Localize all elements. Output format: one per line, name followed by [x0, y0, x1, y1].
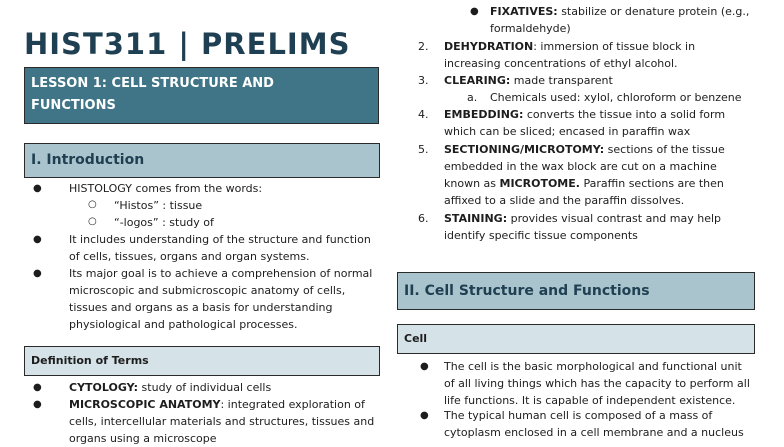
bullet-icon: ●: [33, 382, 42, 393]
bullet-icon: ●: [33, 399, 42, 410]
step-text: which can be sliced; encased in paraffin wax: [444, 125, 691, 138]
section-2-heading: II. Cell Structure and Functions: [397, 272, 755, 310]
intro-sub-2: “-logos” : study of: [114, 216, 214, 229]
cell-bullet-1-line-3: life functions. It is capable of independent existence.: [444, 394, 736, 407]
bullet-icon: ●: [420, 361, 429, 372]
step-number: 2.: [418, 40, 429, 53]
cytology-definition: study of individual cells: [138, 381, 272, 394]
step-embedding: [444, 106, 725, 123]
step-text-part: known as: [444, 177, 500, 190]
intro-bullet-3-line-3: tissues and organs as a basis for understanding: [69, 301, 333, 314]
step-term: CLEARING:: [444, 74, 511, 87]
step-number: 4.: [418, 108, 429, 121]
bullet-icon: ●: [33, 234, 42, 245]
cell-heading: Cell: [397, 324, 755, 354]
intro-bullet-1: HISTOLOGY comes from the words:: [69, 182, 263, 195]
intro-bullet-2-line-2: of cells, tissues, organs and organ systems.: [69, 250, 310, 263]
bullet-icon: ●: [420, 410, 429, 421]
step-number: 5.: [418, 143, 429, 156]
step-text: : immersion of tissue block in: [533, 40, 696, 53]
step-text-part: Paraffin sections are then: [583, 177, 724, 190]
step-text: [444, 175, 724, 192]
step-text: converts the tissue into a solid form: [523, 108, 726, 121]
step-term: STAINING:: [444, 212, 508, 225]
lesson-banner-line-1: LESSON 1: CELL STRUCTURE AND: [31, 76, 274, 91]
cell-bullet-1-line-2: of all living things which has the capacity to perform all: [444, 377, 750, 390]
bullet-icon: ●: [33, 268, 42, 279]
step-text: increasing concentrations of ethyl alcohol.: [444, 57, 678, 70]
step-text: provides visual contrast and may help: [507, 212, 722, 225]
step-staining: [444, 210, 721, 227]
step-term: DEHYDRATION: [444, 40, 534, 53]
microtome-term: MICROTOME.: [499, 177, 580, 190]
step-sectioning: [444, 141, 725, 158]
fixatives-def-line-2: formaldehyde): [490, 22, 571, 35]
intro-sub-1: “Histos” : tissue: [114, 199, 203, 212]
cell-bullet-2-line-2: cytoplasm enclosed in a cell membrane and a nucleus: [444, 426, 744, 439]
step-text: affixed to a slide and the paraffin dissolves.: [444, 194, 685, 207]
step-dehydration: [444, 38, 695, 55]
definition-microscopic-anatomy: [69, 396, 365, 413]
step-term: SECTIONING/MICROTOMY:: [444, 143, 605, 156]
step-text: sections of the tissue: [604, 143, 725, 156]
cell-bullet-1-line-1: The cell is the basic morphological and functional unit: [444, 360, 742, 373]
lesson-banner-line-2: FUNCTIONS: [31, 98, 116, 113]
intro-bullet-3-line-4: physiological and pathological processes.: [69, 318, 298, 331]
microanat-term: MICROSCOPIC ANATOMY: [69, 398, 221, 411]
cell-bullet-2-line-1: The typical human cell is composed of a mass of: [444, 409, 713, 422]
circle-bullet-icon: ○: [88, 216, 97, 227]
microanat-definition-line-3: organs using a microscope: [69, 432, 217, 445]
step-clearing: [444, 72, 613, 89]
microanat-definition-line-2: cells, intercellular materials and structures, tissues and: [69, 415, 375, 428]
circle-bullet-icon: ○: [88, 199, 97, 210]
bullet-icon: ●: [33, 183, 42, 194]
step-number: 3.: [418, 74, 429, 87]
fixatives-term: FIXATIVES:: [490, 5, 558, 18]
step-text: made transparent: [510, 74, 613, 87]
definition-cytology: [69, 379, 271, 396]
bullet-icon: ●: [470, 6, 479, 17]
cytology-term: CYTOLOGY:: [69, 381, 139, 394]
step-text: identify specific tissue components: [444, 229, 638, 242]
definitions-heading: Definition of Terms: [24, 346, 380, 376]
clearing-sub-item: Chemicals used: xylol, chloroform or benzene: [490, 91, 742, 104]
intro-heading: I. Introduction: [24, 143, 380, 178]
intro-bullet-2-line-1: It includes understanding of the structure and function: [69, 233, 371, 246]
clearing-sub-letter: a.: [467, 91, 478, 104]
fixatives-def-line-1: stabilize or denature protein (e.g.,: [557, 5, 750, 18]
step-text: embedded in the wax block are cut on a machine: [444, 160, 717, 173]
intro-bullet-3-line-2: microscopic and submicroscopic anatomy of cells,: [69, 284, 346, 297]
microanat-definition-line-1: : integrated exploration of: [220, 398, 365, 411]
fixatives-item: [490, 3, 749, 20]
step-term: EMBEDDING:: [444, 108, 524, 121]
lesson-banner: [24, 67, 379, 124]
intro-bullet-3-line-1: Its major goal is to achieve a comprehension of normal: [69, 267, 373, 280]
step-number: 6.: [418, 212, 429, 225]
document-title: HIST311 | PRELIMS: [24, 27, 351, 61]
